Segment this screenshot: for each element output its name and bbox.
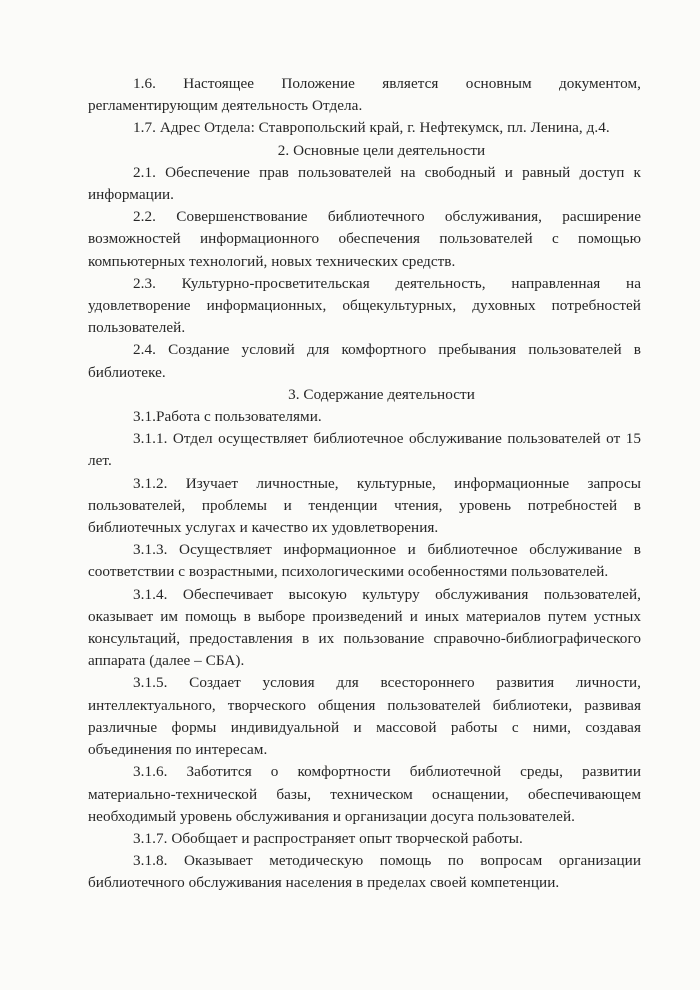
paragraph-2-3: 2.3. Культурно-просветительская деятельность, направленная на удовлетворение информационных, общекультурных, духовных потребностей пользователей. <box>88 274 641 337</box>
paragraph-2-4: 2.4. Создание условий для комфортного пребывания пользователей в библиотеке. <box>88 341 641 381</box>
section-heading-3: 3. Содержание деятельности <box>288 385 475 403</box>
paragraph-3-1: 3.1.Работа с пользователями. <box>133 408 322 426</box>
paragraph-3-1-2: 3.1.2. Изучает личностные, культурные, информационные запросы пользователей, проблемы и тенденции чтения, уровень потребностей в библиотечных услугах и качество их удовлетворения. <box>88 474 641 537</box>
paragraph-1-6: 1.6. Настоящее Положение является основным документом, регламентирующим деятельность Отдела. <box>88 75 641 115</box>
paragraph-2-1: 2.1. Обеспечение прав пользователей на свободный и равный доступ к информации. <box>88 163 641 204</box>
paragraph-3-1-1: 3.1.1. Отдел осуществляет библиотечное обслуживание пользователей от 15 лет. <box>88 430 641 470</box>
document-page <box>88 73 641 895</box>
section-heading-2: 2. Основные цели деятельности <box>277 141 486 159</box>
paragraph-3-1-3: 3.1.3. Осуществляет информационное и библиотечное обслуживание в соответствии с возрастными, психологическими особенностями пользователей. <box>88 541 641 581</box>
paragraph-2-2: 2.2. Совершенствование библиотечного обслуживания, расширение возможностей информационного обеспечения пользователей с помощью компьютерных технологий, новых технических средств. <box>88 208 641 270</box>
paragraph-3-1-6: 3.1.6. Заботится о комфортности библиотечной среды, развитии материально-технической базы, техническом оснащении, обеспечивающем необходимый уровень обслуживания и организации досуга пользователей. <box>88 763 641 825</box>
paragraph-3-1-5: 3.1.5. Создает условия для всестороннего развития личности, интеллектуального, творческого общения пользователей библиотеки, развивая различные формы индивидуальной и массовой работы с ними, создавая объединения по интересам. <box>88 674 641 759</box>
paragraph-1-7: 1.7. Адрес Отдела: Ставропольский край, г. Нефтекумск, пл. Ленина, д.4. <box>133 119 610 137</box>
paragraph-3-1-7: 3.1.7. Обобщает и распространяет опыт творческой работы. <box>133 829 523 847</box>
paragraph-3-1-8: 3.1.8. Оказывает методическую помощь по вопросам организации библиотечного обслуживания населения в пределах своей компетенции. <box>88 852 641 892</box>
paragraph-3-1-4: 3.1.4. Обеспечивает высокую культуру обслуживания пользователей, оказывает им помощь в выборе произведений и иных материалов путем устных консультаций, предоставления в их пользование справочно-библиографического аппарата (далее – СБА). <box>88 585 641 670</box>
